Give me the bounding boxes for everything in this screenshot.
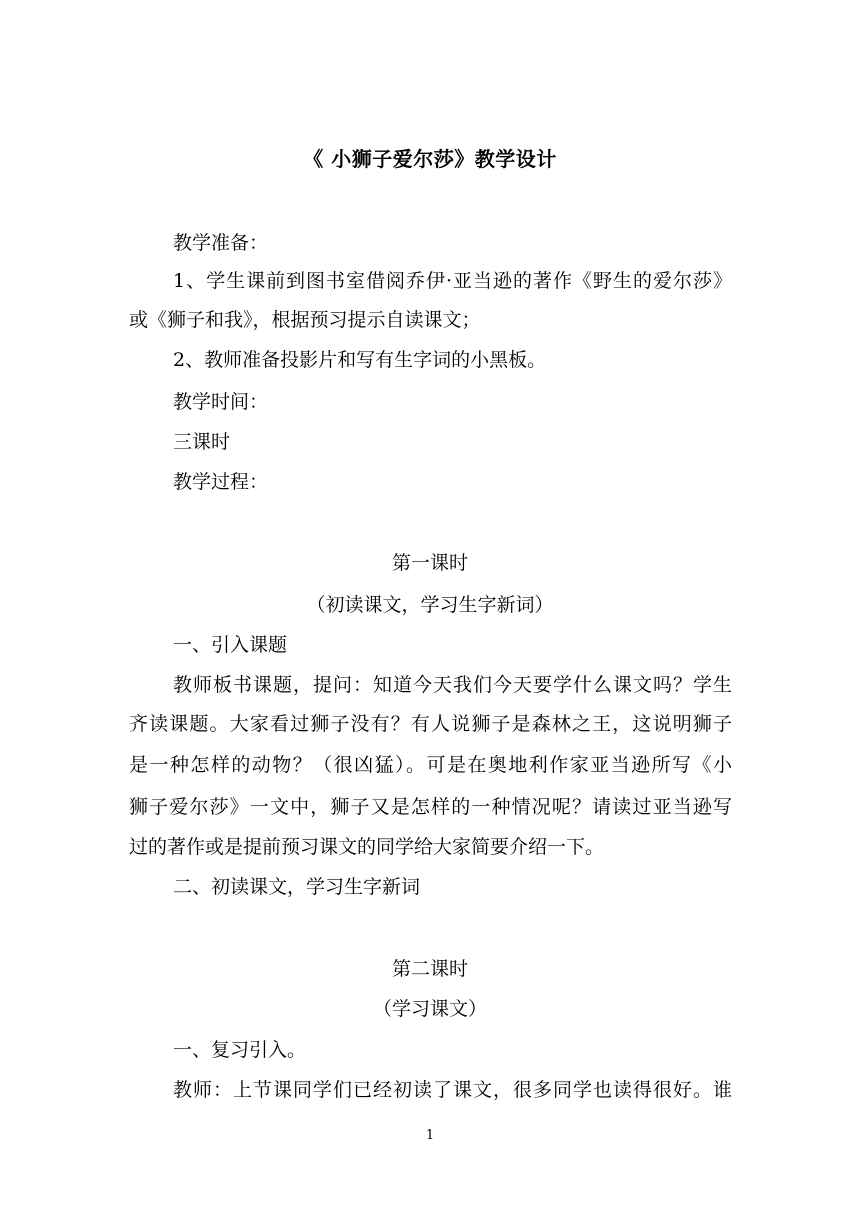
lesson1-para-line: 过的著作或是提前预习课文的同学给大家简要介绍一下。 bbox=[129, 836, 605, 858]
time-value: 三课时 bbox=[173, 431, 231, 453]
lesson1-title: 第一课时 bbox=[391, 552, 468, 574]
lesson1-para-line: 教师板书课题，提问：知道今天我们今天要学什么课文吗？学生 bbox=[173, 674, 732, 696]
lesson2-para-line: 教师：上节课同学们已经初读了课文，很多同学也读得很好。谁 bbox=[173, 1079, 732, 1101]
lesson1-para-line: 狮子爱尔莎》一文中，狮子又是怎样的一种情况呢？请读过亚当逊写 bbox=[129, 796, 732, 818]
prep-heading: 教学准备： bbox=[173, 232, 269, 254]
lesson1-subtitle: （初读课文，学习生字新词） bbox=[306, 594, 554, 616]
document-title: 《 小狮子爱尔莎》教学设计 bbox=[303, 147, 557, 171]
lesson2-title: 第二课时 bbox=[391, 958, 468, 980]
lesson1-step1: 一、引入课题 bbox=[173, 634, 288, 656]
page-number: 1 bbox=[425, 1128, 435, 1143]
prep-item-1-line-2: 或《狮子和我》，根据预习提示自读课文； bbox=[129, 309, 481, 331]
time-heading: 教学时间： bbox=[173, 391, 269, 413]
prep-item-1-line-1: 1、学生课前到图书室借阅乔伊·亚当逊的著作《野生的爱尔莎》 bbox=[173, 270, 732, 292]
process-heading: 教学过程： bbox=[173, 471, 269, 493]
lesson2-step1: 一、复习引入。 bbox=[173, 1039, 307, 1061]
lesson1-para-line: 是一种怎样的动物？（很凶猛）。可是在奥地利作家亚当逊所写《小 bbox=[129, 754, 732, 776]
prep-item-2: 2、教师准备投影片和写有生字词的小黑板。 bbox=[173, 349, 547, 371]
lesson1-para-line: 齐读课题。大家看过狮子没有？有人说狮子是森林之王，这说明狮子 bbox=[129, 713, 732, 735]
lesson2-subtitle: （学习课文） bbox=[372, 998, 487, 1020]
lesson1-step2: 二、初读课文，学习生字新词 bbox=[173, 876, 421, 898]
